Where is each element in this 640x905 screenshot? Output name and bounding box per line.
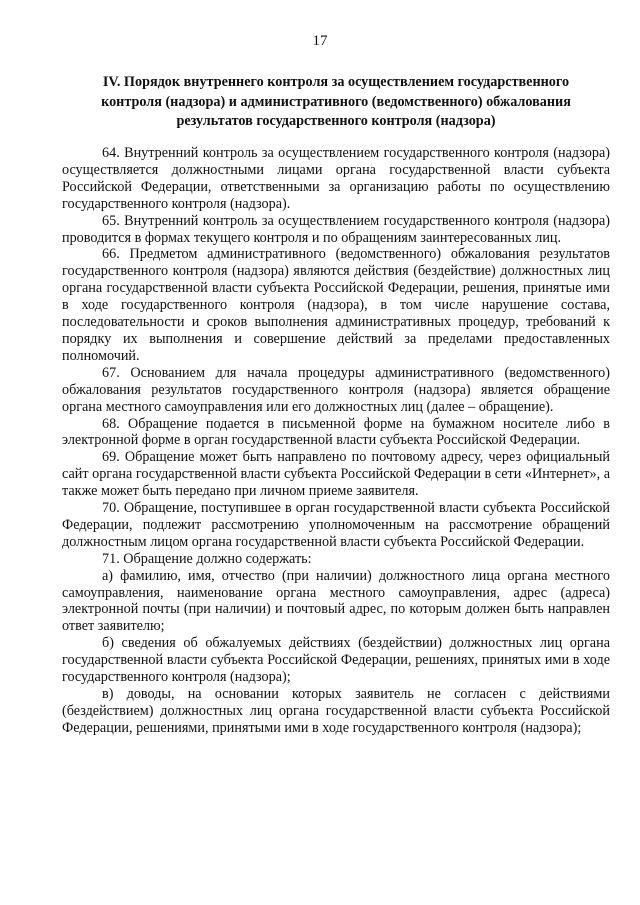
paragraph-71: 71. Обращение должно содержать: xyxy=(102,550,312,567)
paragraph-66: 66. Предметом административного (ведомственного) обжалования результатов государственного контроля (надзора) являются действия (бездействие) должностных лиц органа государственной власти субъекта Российской Федерации, решения, принятые ими в ходе государственного контроля (надзора), в том числе нарушение состава, последовательности и сроков выполнения административных процедур, требований к порядку их выполнения и совершение действий за пределами предоставленных полномочий. xyxy=(62,246,610,364)
list-item-v: в) доводы, на основании которых заявитель не согласен с действиями (бездействием) должностных лиц органа государственной власти субъекта Российской Федерации, решениями, принятыми ими в ходе государственного контроля (надзора); xyxy=(62,686,610,736)
paragraph-64: 64. Внутренний контроль за осуществлением государственного контроля (надзора) осуществляется должностными лицами органа государственной власти субъекта Российской Федерации, ответственными за организацию работы по осуществлению государственного контроля (надзора). xyxy=(62,145,610,212)
page-number: 17 xyxy=(312,33,328,49)
section-heading xyxy=(62,73,610,132)
list-item-a: а) фамилию, имя, отчество (при наличии) должностного лица органа местного самоуправления, наименование органа местного самоуправления, адрес (адреса) электронной почты (при наличии) и почтовый адрес, по которым должен быть направлен ответ заявителю; xyxy=(62,567,610,635)
paragraph-67: 67. Основанием для начала процедуры административного (ведомственного) обжалования результатов государственного контроля (надзора) является обращение органа местного самоуправления или его должностных лиц (далее – обращение). xyxy=(62,364,610,415)
section-heading-line: IV. Порядок внутреннего контроля за осуществлением государственного xyxy=(102,74,570,90)
paragraph-65: 65. Внутренний контроль за осуществлением государственного контроля (надзора) проводится в формах текущего контроля и по обращениям заинтересованных лиц. xyxy=(62,212,610,246)
section-heading-line: контроля (надзора) и административного (ведомственного) обжалования xyxy=(101,93,571,110)
document-body xyxy=(62,145,610,737)
paragraph-69: 69. Обращение может быть направлено по почтовому адресу, через официальный сайт органа государственной власти субъекта Российской Федерации в сети «Интернет», а также может быть передано при личном приеме заявителя. xyxy=(62,449,610,500)
paragraph-70: 70. Обращение, поступившее в орган государственной власти субъекта Российской Федерации, подлежит рассмотрению уполномоченным на рассмотрение обращений должностным лицом органа государственной власти субъекта Российской Федерации. xyxy=(62,500,610,550)
paragraph-68: 68. Обращение подается в письменной форме на бумажном носителе либо в электронной форме в орган государственной власти субъекта Российской Федерации. xyxy=(62,415,610,449)
list-item-b: б) сведения об обжалуемых действиях (бездействии) должностных лиц органа государственной власти субъекта Российской Федерации, решениях, принятых ими в ходе государственного контроля (надзора); xyxy=(62,635,610,686)
section-heading-line: результатов государственного контроля (надзора) xyxy=(176,113,496,129)
